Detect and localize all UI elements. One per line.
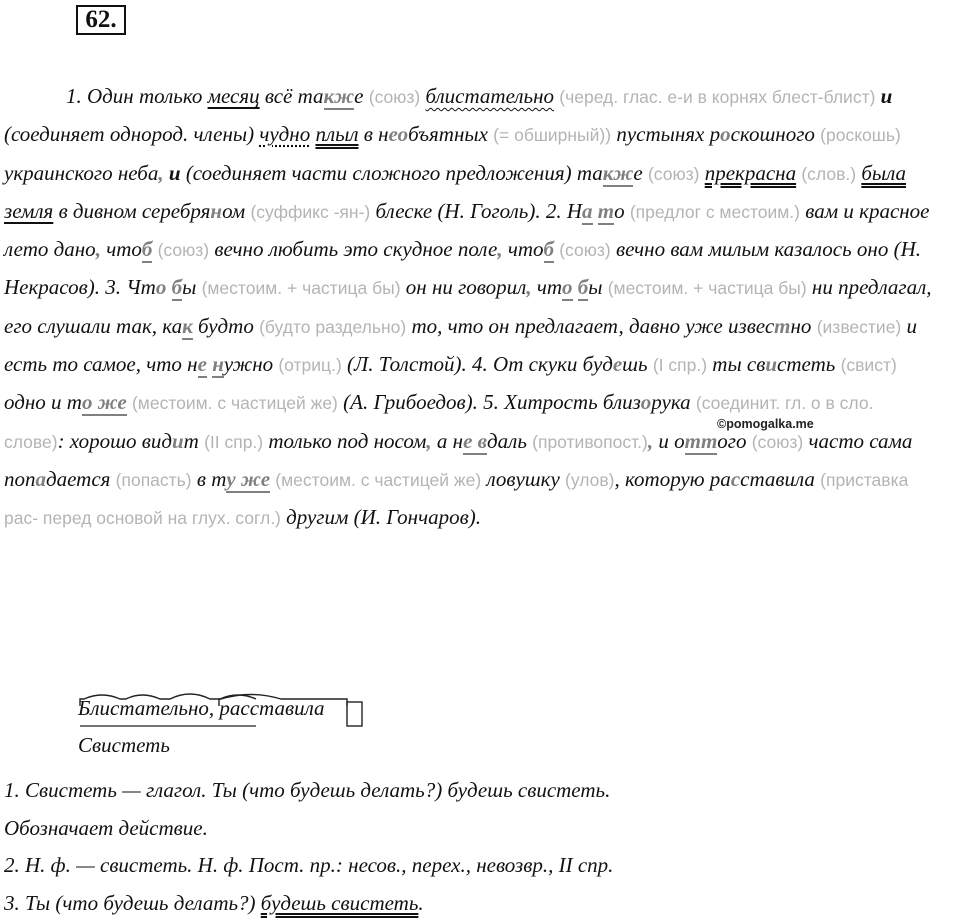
note: (слов.) [801,164,856,184]
text: ты св [712,352,765,376]
text: е [354,84,363,108]
orthogram: н [212,352,224,378]
text: и о [658,429,684,453]
text: а н [437,429,463,453]
text: будто [198,314,254,338]
orthogram: е [198,352,207,378]
text: ни предлагал, его слушали так, ка [4,275,932,337]
note: (будто раздельно) [259,317,406,337]
text: стеть [777,352,835,376]
note: (противопост.) [532,432,648,452]
analysis-line-3: 2. Н. ф. — свистеть. Н. ф. Пост. пр.: несов., перех., невозвр., II спр. [4,847,944,885]
orthogram: т [598,199,614,225]
text: 1. Один только [66,84,208,108]
text: ужно [224,352,273,376]
text: даль [487,429,527,453]
note: (свист) [841,355,897,375]
text: ловушку [486,467,559,491]
text: , которую ра [615,467,731,491]
predicate: будешь свистеть [261,891,419,915]
note: (I спр.) [653,355,707,375]
text: то, что он предлагает, давно уже извес [411,314,774,338]
note: (предлог с местоим.) [630,202,800,222]
predicate: прекрасна [705,161,796,185]
text: вам и красное лето дано [4,199,930,261]
verb-analysis [4,772,944,922]
morph-line-2: Свистеть [78,727,324,764]
predicate: была [861,161,906,185]
orthogram: т [774,314,790,338]
note: (известие) [817,317,902,337]
text: ого [717,429,746,453]
text: в дивном серебря [59,199,211,223]
morph-word-text: расставила [219,696,324,720]
note: (союз) [158,240,209,260]
exercise-text: 1. Один только месяц всё также (союз) блистательно (черед. глас. е-и в корнях блест-блист) и (соединяет однород. члены) чудно плыл в необъятных (= обширный)) пустынях роскошного (роскошь) украинского неба, и (соединяет части сложного предложения) также (союз) прекрасна (слов.) была земля в дивном серебряном (суффикс -ян-) блеске (Н. Гоголь). 2. На то (предлог с местоим.) вам и красное лето дано, чтоб (союз) вечно любить это скудное поле, чтоб (союз) вечно вам милым казалось оно (Н. Некрасов). 3. Что бы (местоим. + частица бы) он ни говорил, что бы (местоим. + частица бы) ни предлагал, его слушали так, как будто (будто раздельно) то, что он предлагает, давно уже известно (известие) и есть то самое, что не нужно (отриц.) (Л. Толстой). 4. От скуки будешь (I спр.) ты свистеть (свист) одно и то же (местоим. с частицей же) (А. Грибоедов). 5. Хитрость близорука (соединит. гл. о в сло. слове): хорошо видит (II спр.) только под носом, а не вдаль (противопост.), и оттого (союз) часто сама попадается (попасть) в ту же (местоим. с частицей же) ловушку (улов), которую расставила (приставка рас- перед основой на глух. согл.) другим (И. Гончаров). [4,78,936,538]
punct: , [426,429,431,453]
punct: , [526,275,531,299]
text: блеске (Н. Гоголь). 2. Н [375,199,582,223]
text: т [184,429,199,453]
note: (местоим. + частица бы) [202,278,401,298]
analysis-text: . [418,891,423,915]
text: только под носом [268,429,426,453]
note: (местоим. с частицей же) [132,393,338,413]
note: (отриц.) [278,355,341,375]
orthogram: о же [82,390,127,416]
note: (приставка рас- перед основой на глух. согл.) [4,470,908,528]
note: (союз) [752,432,803,452]
orthogram: б [578,275,588,301]
note: (улов) [565,470,614,490]
orthogram: у же [226,467,270,493]
text: (соединяет части сложного предложения) та [186,161,603,185]
predicate: плыл [315,122,358,146]
orthogram: о [562,275,573,301]
conjunction: и [169,161,181,185]
punct: , [96,237,101,261]
orthogram: а [582,199,593,225]
orthogram: кж [324,84,355,110]
subject: месяц [208,84,260,108]
text: (соединяет однород. члены) [4,122,254,146]
exercise-number: 62. [76,5,126,35]
punct: , [497,237,502,261]
orthogram: б [544,237,554,263]
note: (черед. глас. е-и в корнях блест-блист) [559,87,875,107]
conjunction: и [881,84,893,108]
morpheme-word-1 [78,690,209,727]
orthogram: о [156,275,167,299]
note: (местоим. + частица бы) [608,278,807,298]
subject: земля [4,199,53,223]
morph-word-text: Блистательно [78,696,209,720]
orthogram: ео [389,122,409,146]
text: в н [359,122,389,146]
orthogram: и [172,429,184,453]
analysis-line-4 [4,885,944,922]
text: скошного [731,122,815,146]
morpheme-word-2 [219,690,324,727]
note: (суффикс -ян-) [250,202,370,222]
text: рука [651,390,690,414]
orthogram: о [720,122,731,146]
text: в т [197,467,227,491]
orthogram: к [182,314,193,340]
text: : хорошо вид [58,429,172,453]
text: ставила [740,467,815,491]
word-blistatelno: блистательно [425,84,554,108]
note: (II спр.) [204,432,263,452]
punct: , [648,429,653,453]
note: (союз) [559,240,610,260]
text: но [791,314,812,338]
text: о [614,199,625,223]
text: бъятных [408,122,488,146]
note: (соединит. гл. о в сло. слове) [4,393,873,451]
text: пустынях р [616,122,720,146]
text: что [508,237,544,261]
orthogram: н [210,199,222,223]
text: и есть то самое, что н [4,314,917,376]
text: вечно любить это скудное поле [214,237,497,261]
orthogram: б [142,237,152,263]
text: чт [537,275,562,299]
note: (союз) [369,87,420,107]
text: он ни говорил [406,275,527,299]
text: что [106,237,142,261]
punct: , [158,161,163,185]
orthogram: е в [463,429,487,455]
analysis-text: 3. Ты (что будешь делать?) [4,891,261,915]
text: украинского неба [4,161,158,185]
note: (роскошь) [820,125,901,145]
morpheme-marks-icon [219,690,369,730]
text: дается [46,467,110,491]
analysis-line-2: Обозначает действие. [4,810,944,848]
orthogram: е [613,352,622,376]
text: вечно вам милым казалось оно (Н. Некрасов). 3. Чт [4,237,921,299]
orthogram: с [731,467,740,491]
orthogram: и [765,352,777,376]
note: (местоим. с частицей же) [275,470,481,490]
note: (= обширный)) [493,125,611,145]
text: часто сама поп [4,429,912,491]
text: другим (И. Гончаров). [286,505,481,529]
separator: , [209,696,214,720]
adverbial: чудно [259,122,310,146]
note: (попасть) [116,470,192,490]
text: (А. Грибоедов). 5. Хитрость близ [343,390,641,414]
text: шь [622,352,647,376]
text: (Л. Толстой). 4. От скуки буд [347,352,613,376]
note: (союз) [648,164,699,184]
text: всё та [260,84,324,108]
analysis-line-1: 1. Свистеть — глагол. Ты (что будешь делать?) будешь свистеть. [4,772,944,810]
orthogram: тт [685,429,718,455]
morpheme-analysis [78,690,324,764]
orthogram: а [36,467,47,491]
orthogram: о [641,390,652,414]
orthogram: б [172,275,182,301]
watermark: ©pomogalka.me [717,417,814,431]
text: ом [222,199,245,223]
orthogram: кж [603,161,634,187]
text: одно и т [4,390,82,414]
text: е [633,161,642,185]
